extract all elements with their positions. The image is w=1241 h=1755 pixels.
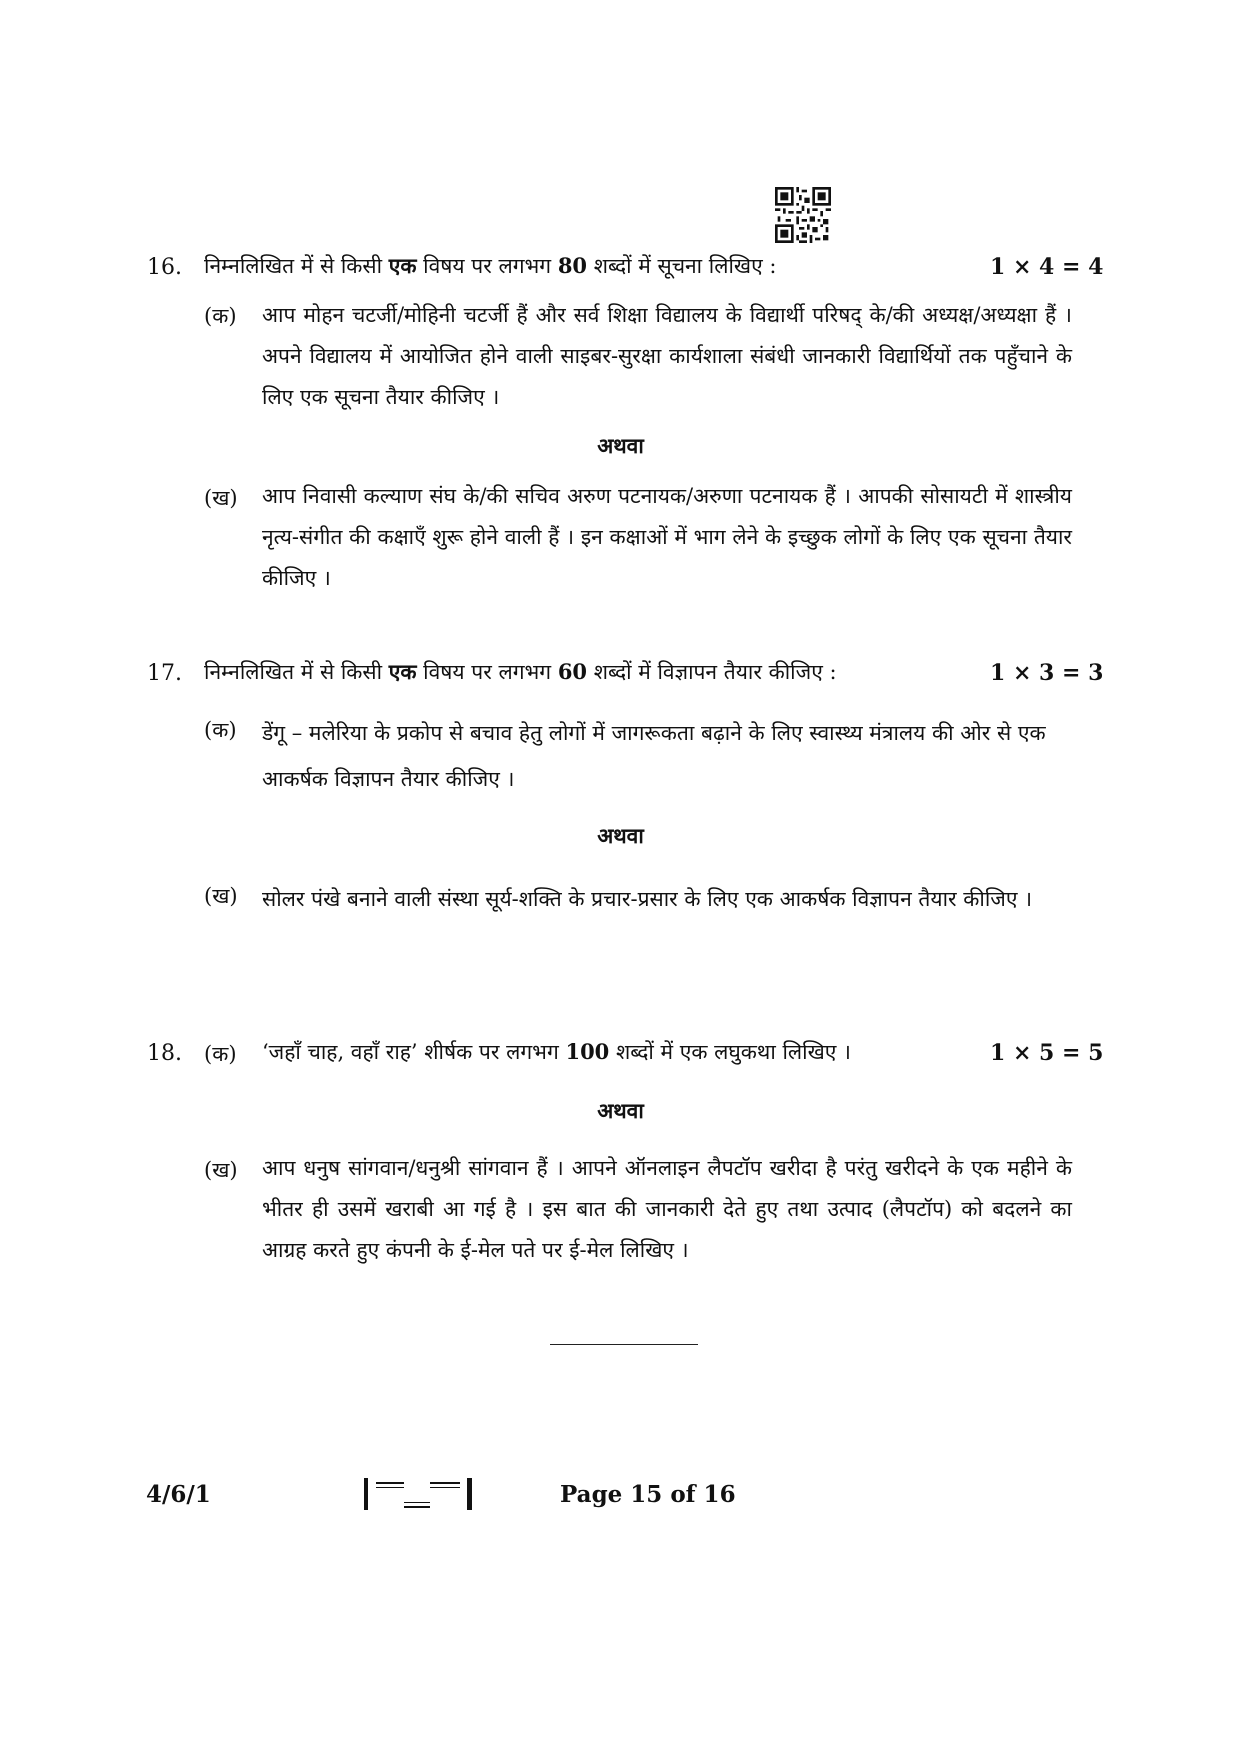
question-17-number: 17.	[147, 661, 182, 686]
question-17-option-b-text: सोलर पंखे बनाने वाली संस्था सूर्य-शक्ति के प्रचार-प्रसार के लिए एक आकर्षक विज्ञापन तैयार कीजिए ।	[262, 887, 1033, 911]
question-16-option-a-label: (क)	[204, 304, 237, 328]
question-18-option-a-label: (क)	[204, 1042, 237, 1066]
question-18-option-b-text: आप धनुष सांगवान/धनुश्री सांगवान हैं । आपने ऑनलाइन लैपटॉप खरीदा है परंतु खरीदने के एक महीने के भीतर ही उसमें खराबी आ गई है । इस बात की जानकारी देते हुए तथा उत्पाद (लैपटॉप) को बदलने का आग्रह करते हुए कंपनी के ई-मेल पते पर ई-मेल लिखिए ।	[262, 1156, 1072, 1262]
paper-code: 4/6/1	[146, 1481, 211, 1508]
question-18-number: 18.	[147, 1041, 182, 1066]
question-16-marks: 1 × 4 = 4	[990, 254, 1104, 280]
question-17-prompt: निम्नलिखित में से किसी एक विषय पर लगभग 60 शब्दों में विज्ञापन तैयार कीजिए :	[204, 659, 837, 684]
end-divider	[550, 1344, 698, 1345]
question-16-number: 16.	[147, 255, 182, 280]
barcode-icon	[364, 1478, 472, 1510]
question-16-option-a-text: आप मोहन चटर्जी/मोहिनी चटर्जी हैं और सर्व शिक्षा विद्यालय के विद्यार्थी परिषद् के/की अध्यक्ष/अध्यक्षा हैं । अपने विद्यालय में आयोजित होने वाली साइबर-सुरक्षा कार्यशाला संबंधी जानकारी विद्यार्थियों तक पहुँचाने के लिए एक सूचना तैयार कीजिए ।	[262, 303, 1072, 409]
question-17-option-a-label: (क)	[204, 718, 237, 742]
question-16-option-b-label: (ख)	[204, 486, 238, 510]
question-16-prompt: निम्नलिखित में से किसी एक विषय पर लगभग 80 शब्दों में सूचना लिखिए :	[204, 253, 777, 278]
question-17-marks: 1 × 3 = 3	[990, 660, 1104, 686]
question-16-option-b-text: आप निवासी कल्याण संघ के/की सचिव अरुण पटनायक/अरुणा पटनायक हैं । आपकी सोसायटी में शास्त्रीय नृत्य-संगीत की कक्षाएँ शुरू होने वाली हैं । इन कक्षाओं में भाग लेने के इच्छुक लोगों के लिए एक सूचना तैयार कीजिए ।	[262, 484, 1072, 590]
question-17-or: अथवा	[597, 823, 644, 848]
question-16-or: अथवा	[597, 433, 644, 458]
question-18-or: अथवा	[597, 1098, 644, 1123]
question-17-option-b-label: (ख)	[204, 884, 238, 908]
page-number: Page 15 of 16	[560, 1481, 736, 1508]
question-18-prompt: ‘जहाँ चाह, वहाँ राह’ शीर्षक पर लगभग 100 शब्दों में एक लघुकथा लिखिए ।	[262, 1039, 852, 1064]
question-18-marks: 1 × 5 = 5	[990, 1040, 1104, 1066]
qr-code-icon	[775, 187, 831, 243]
question-17-option-a-text: डेंगू – मलेरिया के प्रकोप से बचाव हेतु लोगों में जागरूकता बढ़ाने के लिए स्वास्थ्य मंत्रालय की ओर से एक आकर्षक विज्ञापन तैयार कीजिए ।	[262, 721, 1046, 791]
question-18-option-b-label: (ख)	[204, 1158, 238, 1182]
